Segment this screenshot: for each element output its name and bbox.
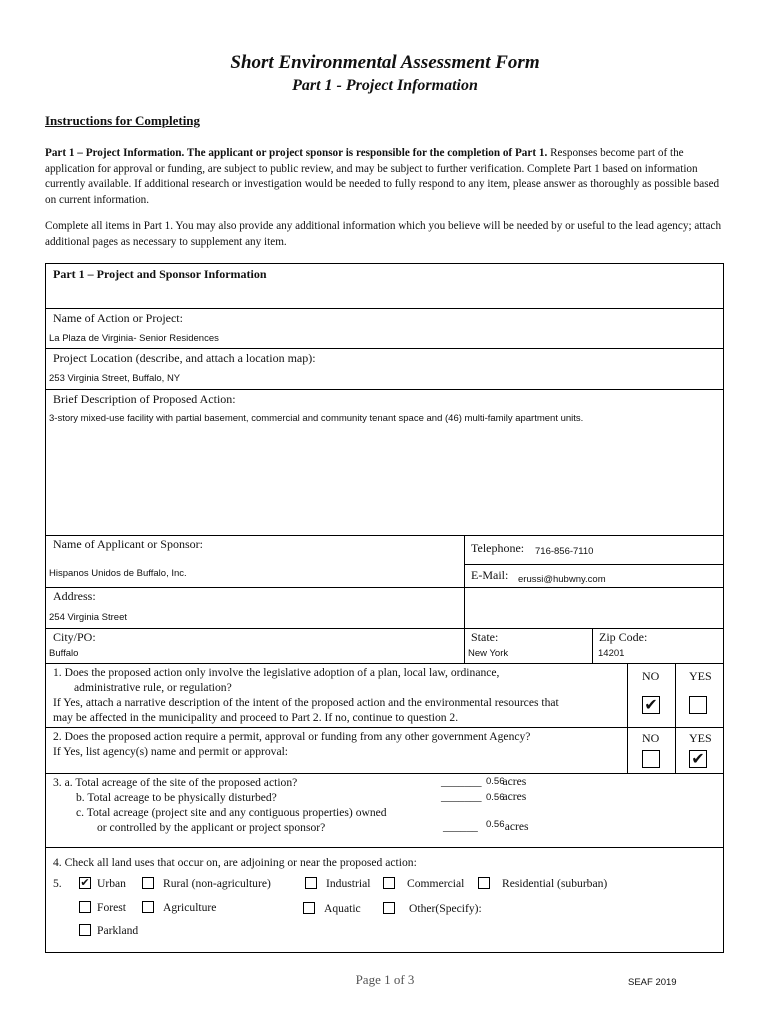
aquatic-checkbox[interactable] xyxy=(303,902,315,914)
commercial-checkbox[interactable] xyxy=(383,877,395,889)
instructions-paragraph-1-text: Responses become part of the application for approval or funding, are subject to public review, and may be subject to further verification. Complete Part 1 based on information currently available. If additional research or investigation would be needed to fully respond to any item, please answer as thoroughly as possible based on current information. xyxy=(45,147,720,206)
question-2-yes-label: YES xyxy=(689,731,712,745)
rural-label: Rural (non-agriculture) xyxy=(163,877,271,890)
question-3b-answer[interactable] xyxy=(441,790,526,803)
question-3a-blank: _______ xyxy=(441,775,482,788)
address-label: Address: xyxy=(53,589,96,603)
industrial-checkbox[interactable] xyxy=(305,877,317,889)
question-2-line-1: 2. Does the proposed action require a permit, approval or funding from any other government Agency? xyxy=(53,730,531,743)
divider xyxy=(46,535,723,536)
instructions-paragraph-1 xyxy=(45,146,725,208)
residential-checkbox[interactable] xyxy=(478,877,490,889)
name-of-action-field[interactable]: La Plaza de Virginia- Senior Residences xyxy=(49,333,219,344)
divider xyxy=(46,389,723,390)
city-field[interactable]: Buffalo xyxy=(49,648,79,659)
address-field[interactable]: 254 Virginia Street xyxy=(49,612,127,623)
question-3a-answer[interactable] xyxy=(441,775,526,788)
instructions-heading: Instructions for Completing xyxy=(45,113,201,128)
divider xyxy=(46,727,723,728)
email-label: E-Mail: xyxy=(471,568,509,582)
divider xyxy=(675,663,676,773)
question-3b-value: 0.56 xyxy=(486,792,505,803)
question-3c-value: 0.56 xyxy=(486,819,505,830)
forest-label: Forest xyxy=(97,901,126,914)
rural-checkbox[interactable] xyxy=(142,877,154,889)
zip-label: Zip Code: xyxy=(599,630,648,644)
question-3c-label-line-2: or controlled by the applicant or project sponsor? xyxy=(97,821,326,834)
other-label: Other(Specify): xyxy=(409,902,482,915)
aquatic-label: Aquatic xyxy=(324,902,361,915)
question-1-yes-label: YES xyxy=(689,669,712,683)
email-field[interactable]: erussi@hubwny.com xyxy=(518,574,606,585)
divider xyxy=(464,564,723,565)
question-5-number: 5. xyxy=(53,877,62,890)
commercial-label: Commercial xyxy=(407,877,465,890)
city-label: City/PO: xyxy=(53,630,96,644)
description-field[interactable]: 3-story mixed-use facility with partial basement, commercial and community tenant space and (46) multi-family apartment units. xyxy=(49,413,584,424)
state-field[interactable]: New York xyxy=(468,648,509,659)
question-2-no-label: NO xyxy=(642,731,660,745)
question-1-no-label: NO xyxy=(642,669,660,683)
question-3b-label: b. Total acreage to be physically disturbed? xyxy=(76,791,277,804)
question-1-line-3: If Yes, attach a narrative description of the intent of the proposed action and the environmental resources that xyxy=(53,696,559,709)
state-label: State: xyxy=(471,630,499,644)
zip-field[interactable]: 14201 xyxy=(598,648,625,659)
question-3b-blank: _______ xyxy=(441,790,482,803)
divider xyxy=(464,535,465,663)
instructions-paragraph-1-bold: Part 1 – Project Information. The applicant or project sponsor is responsible for the completion of Part 1. xyxy=(45,147,548,159)
divider xyxy=(46,847,723,848)
question-3c-answer[interactable] xyxy=(443,820,529,833)
divider xyxy=(46,587,723,588)
page-number: Page 1 of 3 xyxy=(355,972,415,987)
industrial-label: Industrial xyxy=(326,877,371,890)
applicant-field[interactable]: Hispanos Unidos de Buffalo, Inc. xyxy=(49,568,187,579)
form-version: SEAF 2019 xyxy=(628,977,677,988)
telephone-field[interactable]: 716-856-7110 xyxy=(535,546,594,557)
divider xyxy=(46,628,723,629)
question-1-line-4: may be affected in the municipality and proceed to Part 2. If no, continue to question 2. xyxy=(53,711,459,724)
question-3c-label-line-1: c. Total acreage (project site and any contiguous properties) owned xyxy=(76,806,387,819)
agriculture-checkbox[interactable] xyxy=(142,901,154,913)
other-checkbox[interactable] xyxy=(383,902,395,914)
project-location-field[interactable]: 253 Virginia Street, Buffalo, NY xyxy=(49,373,181,384)
agriculture-label: Agriculture xyxy=(163,901,217,914)
description-label: Brief Description of Proposed Action: xyxy=(53,392,236,406)
question-1-line-1: 1. Does the proposed action only involve the legislative adoption of a plan, local law, ordinance, xyxy=(53,666,500,679)
divider xyxy=(46,773,723,774)
urban-checkbox[interactable]: ✔ xyxy=(80,876,90,889)
project-sponsor-form xyxy=(45,263,724,953)
divider xyxy=(46,308,723,309)
urban-label: Urban xyxy=(97,877,126,890)
question-2-no-checkbox[interactable] xyxy=(642,750,660,768)
question-1-yes-checkbox[interactable] xyxy=(689,696,707,714)
question-3c-unit: acres xyxy=(504,820,529,833)
instructions-paragraph-2: Complete all items in Part 1. You may also provide any additional information which you believe will be needed by or useful to the lead agency; attach additional pages as necessary to supplement any item. xyxy=(45,220,722,248)
parkland-checkbox[interactable] xyxy=(79,924,91,936)
forest-checkbox[interactable] xyxy=(79,901,91,913)
question-3a-value: 0.56 xyxy=(486,776,505,787)
question-2-line-2: If Yes, list agency(s) name and permit or approval: xyxy=(53,745,289,758)
divider xyxy=(627,663,628,773)
divider xyxy=(46,663,723,664)
question-1-line-2: administrative rule, or regulation? xyxy=(74,681,232,694)
question-3b-unit: acres xyxy=(502,790,527,803)
residential-label: Residential (suburban) xyxy=(502,877,608,890)
form-title: Short Environmental Assessment Form xyxy=(230,52,540,73)
question-3a-label: 3. a. Total acreage of the site of the proposed action? xyxy=(53,776,298,789)
divider xyxy=(46,348,723,349)
applicant-label: Name of Applicant or Sponsor: xyxy=(53,537,203,551)
question-3a-unit: acres xyxy=(502,775,527,788)
question-3c-blank: ______ xyxy=(443,820,478,833)
form-subtitle: Part 1 - Project Information xyxy=(292,77,478,94)
telephone-label: Telephone: xyxy=(471,541,525,555)
parkland-label: Parkland xyxy=(97,924,139,937)
question-2-yes-checkbox[interactable]: ✔ xyxy=(689,750,707,768)
question-1-no-checkbox[interactable]: ✔ xyxy=(642,696,660,714)
question-4-label: 4. Check all land uses that occur on, are adjoining or near the proposed action: xyxy=(53,856,417,869)
divider xyxy=(592,628,593,663)
name-of-action-label: Name of Action or Project: xyxy=(53,311,183,325)
project-location-label: Project Location (describe, and attach a location map): xyxy=(53,351,316,365)
section-title: Part 1 – Project and Sponsor Information xyxy=(53,267,267,281)
